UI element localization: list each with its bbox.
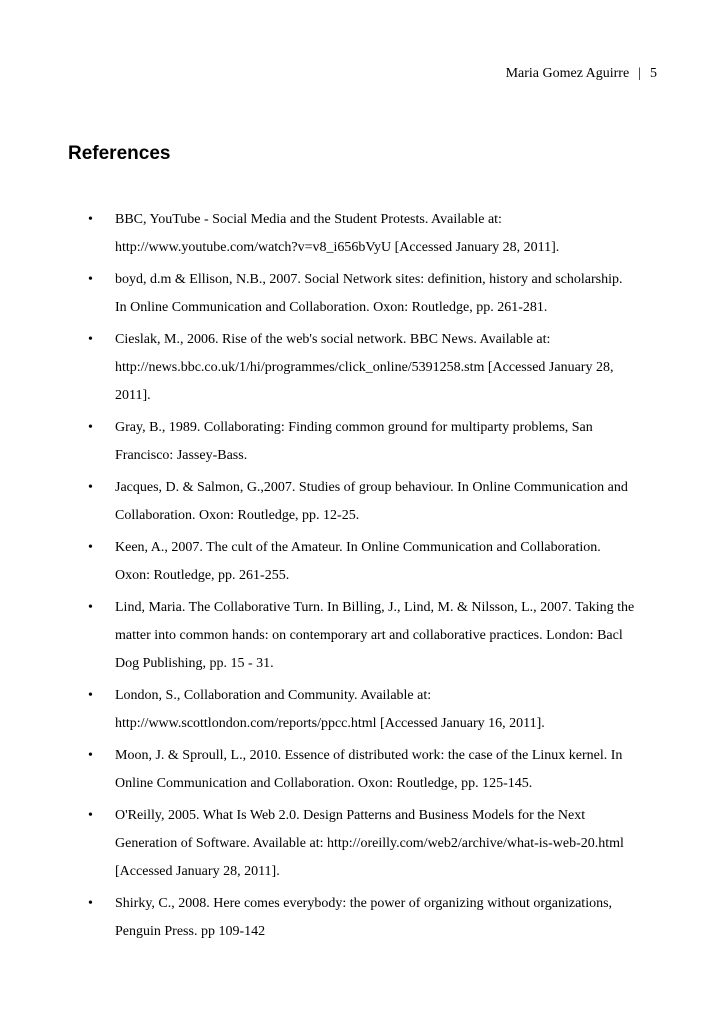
reference-line: Online Communication and Collaboration. Oxon: Routledge, pp. 125-145. bbox=[115, 776, 533, 791]
bullet-icon: • bbox=[88, 688, 93, 703]
reference-line: matter into common hands: on contemporary art and collaborative practices. London: Bacl bbox=[115, 628, 623, 643]
reference-line: Cieslak, M., 2006. Rise of the web's social network. BBC News. Available at: bbox=[115, 332, 551, 347]
reference-line: Collaboration. Oxon: Routledge, pp. 12-25. bbox=[115, 508, 360, 523]
reference-line: http://news.bbc.co.uk/1/hi/programmes/click_online/5391258.stm [Accessed January 28, bbox=[115, 360, 614, 375]
bullet-icon: • bbox=[88, 808, 93, 823]
reference-line: In Online Communication and Collaboration. Oxon: Routledge, pp. 261-281. bbox=[115, 300, 548, 315]
reference-line: Keen, A., 2007. The cult of the Amateur. In Online Communication and Collaboration. bbox=[115, 540, 601, 555]
reference-line: Francisco: Jassey-Bass. bbox=[115, 448, 248, 463]
reference-item bbox=[86, 326, 666, 410]
reference-line: Oxon: Routledge, pp. 261-255. bbox=[115, 568, 290, 583]
reference-line: Gray, B., 1989. Collaborating: Finding common ground for multiparty problems, San bbox=[115, 420, 593, 435]
reference-line: Jacques, D. & Salmon, G.,2007. Studies of group behaviour. In Online Communication and bbox=[115, 480, 628, 495]
reference-line: Dog Publishing, pp. 15 - 31. bbox=[115, 656, 274, 671]
header-separator: | bbox=[638, 66, 641, 81]
reference-line: boyd, d.m & Ellison, N.B., 2007. Social Network sites: definition, history and scholarship. bbox=[115, 272, 623, 287]
reference-line: BBC, YouTube - Social Media and the Student Protests. Available at: bbox=[115, 212, 502, 227]
page-header bbox=[506, 66, 657, 82]
reference-item bbox=[86, 890, 666, 946]
reference-item bbox=[86, 594, 666, 678]
reference-line: [Accessed January 28, 2011]. bbox=[115, 864, 280, 879]
reference-line: Generation of Software. Available at: http://oreilly.com/web2/archive/what-is-web-20.html bbox=[115, 836, 624, 851]
reference-line: Penguin Press. pp 109-142 bbox=[115, 924, 266, 939]
bullet-icon: • bbox=[88, 420, 93, 435]
reference-item bbox=[86, 742, 666, 798]
reference-line: http://www.scottlondon.com/reports/ppcc.html [Accessed January 16, 2011]. bbox=[115, 716, 545, 731]
bullet-icon: • bbox=[88, 748, 93, 763]
reference-item bbox=[86, 802, 666, 886]
reference-item bbox=[86, 534, 666, 590]
reference-line: London, S., Collaboration and Community. Available at: bbox=[115, 688, 432, 703]
bullet-icon: • bbox=[88, 540, 93, 555]
page-number: 5 bbox=[650, 66, 657, 81]
bullet-icon: • bbox=[88, 600, 93, 615]
reference-item bbox=[86, 206, 666, 262]
reference-item bbox=[86, 414, 666, 470]
header-author: Maria Gomez Aguirre bbox=[505, 66, 630, 81]
bullet-icon: • bbox=[88, 480, 93, 495]
reference-item bbox=[86, 682, 666, 738]
section-title: References bbox=[68, 143, 171, 164]
reference-list bbox=[86, 206, 666, 950]
bullet-icon: • bbox=[88, 272, 93, 287]
bullet-icon: • bbox=[88, 332, 93, 347]
reference-item bbox=[86, 474, 666, 530]
reference-item bbox=[86, 266, 666, 322]
reference-line: O'Reilly, 2005. What Is Web 2.0. Design Patterns and Business Models for the Next bbox=[115, 808, 586, 823]
reference-line: 2011]. bbox=[115, 388, 151, 403]
bullet-icon: • bbox=[88, 896, 93, 911]
reference-line: Lind, Maria. The Collaborative Turn. In Billing, J., Lind, M. & Nilsson, L., 2007. Taking the bbox=[115, 600, 635, 615]
reference-line: http://www.youtube.com/watch?v=v8_i656bVyU [Accessed January 28, 2011]. bbox=[115, 240, 560, 255]
reference-line: Moon, J. & Sproull, L., 2010. Essence of distributed work: the case of the Linux kernel. In bbox=[115, 748, 623, 763]
bullet-icon: • bbox=[88, 212, 93, 227]
reference-line: Shirky, C., 2008. Here comes everybody: the power of organizing without organizations, bbox=[115, 896, 613, 911]
